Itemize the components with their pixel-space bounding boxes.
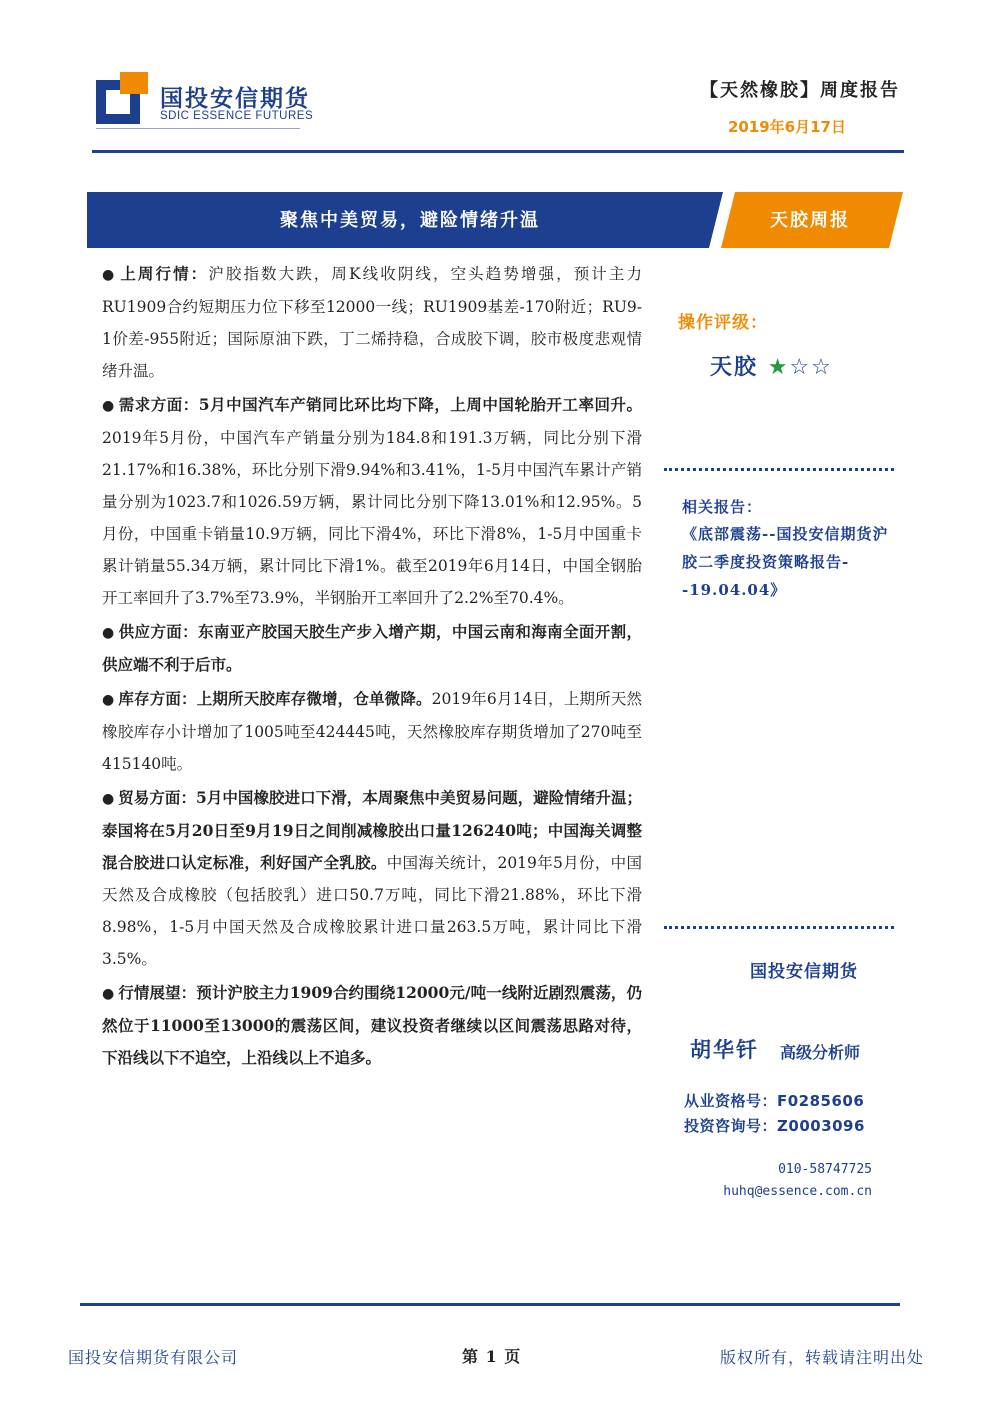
paragraph-demand [102,389,642,614]
bullet-icon: ● [102,625,115,641]
sidebar-dotted-divider [664,926,894,929]
paragraph-outlook [102,977,642,1074]
analyst-title: 高级分析师 [780,1043,861,1062]
paragraph-trade [102,782,642,975]
star-empty-icon: ☆☆ [789,355,833,380]
paragraph-lead: 行情展望：预计沪胶主力1909合约围绕12000元/吨一线附近剧烈震荡，仍然位于11000至13000的震荡区间，建议投资者继续以区间震荡思路对待，下沿线以下不追空，上沿线以上不追多。 [102,983,643,1067]
operation-rating-label: 操作评级： [678,313,768,333]
report-type: 【天然橡胶】周度报告 [700,80,900,101]
footer-company: 国投安信期货有限公司 [68,1348,239,1367]
paragraph-lead: 贸易方面：5月中国橡胶进口下滑，本周聚焦中美贸易问题，避险情绪升温；泰国将在5月20日至9月19日之间削减橡胶出口量126240吨；中国海关调整混合胶进口认定标准，利好国产全乳胶。 [102,788,642,872]
company-logo-text: 国投安信期货 [160,86,310,112]
analyst-email[interactable]: huhq@essence.com.cn [723,1184,872,1199]
bullet-icon: ● [102,791,115,807]
sidebar-company: 国投安信期货 [750,962,858,982]
paragraph-text: 沪胶指数大跌，周K线收阴线，空头趋势增强，预计主力RU1909合约短期压力位下移至12000一线；RU1909基差-170附近；RU9-1价差-955附近；国际原油下跌，丁二烯持稳，合成胶下调，胶市极度悲观情绪升温。 [102,265,642,380]
qualification-number: 从业资格号：F0285606 [684,1092,865,1110]
star-filled-icon: ★ [767,355,790,380]
report-title: 聚焦中美贸易，避险情绪升温 [280,210,540,231]
paragraph-text: 2019年5月份，中国汽车产销量分别为184.8和191.3万辆，同比分别下滑21.17%和16.38%，环比分别下滑9.94%和3.41%，1-5月中国汽车累计产销量分别为1023.7和1026.59万辆，累计同比分别下降13.01%和12.95%。5月份，中国重卡销量10.9万辆，同比下滑4%，环比下滑8%，1-5月中国重卡累计销量55.34万辆，累计同比下滑1%。截至2019年6月14日，中国全钢胎开工率回升了3.7%至73.9%，半钢胎开工率回升了2.2%至70.4%。 [102,429,642,607]
paragraph-lead: 上周行情： [120,264,209,283]
footer-divider [80,1303,900,1306]
paragraph-text: 2019年6月14日，上期所天然橡胶库存小计增加了1005吨至424445吨，天然橡胶库存期货增加了270吨至415140吨。 [102,690,642,773]
rating [710,350,833,381]
analyst-name: 胡华钎 [690,1038,759,1062]
paragraph-inventory [102,683,642,780]
related-report-link[interactable]: 《底部震荡--国投安信期货沪胶二季度投资策略报告--19.04.04》 [682,525,889,599]
main-content [102,258,642,1076]
rating-commodity: 天胶 [710,354,759,380]
bullet-icon: ● [102,398,115,414]
paragraph-lead: 库存方面：上期所天胶库存微增，仓单微降。 [118,689,432,708]
paragraph-lead: 供应方面：东南亚产胶国天胶生产步入增产期，中国云南和海南全面开割，供应端不利于后市。 [102,622,642,674]
paragraph-text: 中国海关统计，2019年5月份，中国天然及合成橡胶（包括胶乳）进口50.7万吨，同比下滑21.88%，环比下滑8.98%，1-5月中国天然及合成橡胶累计进口量263.5万吨，累计同比下滑3.5%。 [102,854,642,968]
bullet-icon: ● [102,692,115,708]
bullet-icon: ● [102,986,115,1002]
page-number: 第 1 页 [462,1347,522,1366]
analyst-phone: 010-58747725 [778,1162,872,1177]
company-logo-english: SDIC ESSENCE FUTURES [160,110,314,122]
report-tag: 天胶周报 [770,210,850,231]
report-date: 2019年6月17日 [727,118,846,136]
paragraph-lead: 需求方面：5月中国汽车产销同比环比均下降，上周中国轮胎开工率回升。 [118,395,642,414]
paragraph-market [102,258,642,387]
header-divider [92,150,904,153]
logo-underline [96,128,300,129]
company-logo-mark [96,72,150,126]
advisory-number: 投资咨询号：Z0003096 [684,1117,865,1135]
bullet-icon: ● [102,267,117,283]
related-reports-label: 相关报告： [682,498,763,516]
sidebar-dotted-divider [664,468,894,471]
footer-copyright: 版权所有，转载请注明出处 [719,1348,924,1367]
paragraph-supply [102,616,642,681]
